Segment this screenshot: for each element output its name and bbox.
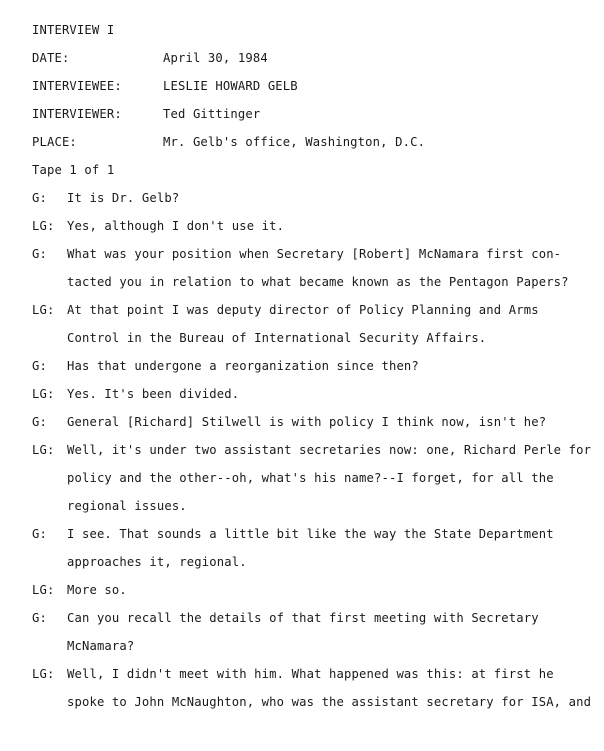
transcript-line: regional issues. [67,499,187,513]
speaker-label: G: [32,247,47,261]
speaker-label: LG: [32,667,55,681]
interviewee-value: LESLIE HOWARD GELB [163,79,298,93]
transcript-line: spoke to John McNaughton, who was the assistant secretary for ISA, and [67,695,592,709]
speaker-label: LG: [32,387,55,401]
transcript-line: Yes. It's been divided. [67,387,240,401]
transcript-line: Has that undergone a reorganization since then? [67,359,419,373]
tape-info: Tape 1 of 1 [32,163,115,177]
date-label: DATE: [32,51,70,65]
transcript-line: Can you recall the details of that first meeting with Secretary [67,611,539,625]
transcript-line: It is Dr. Gelb? [67,191,180,205]
interviewee-label: INTERVIEWEE: [32,79,122,93]
transcript-line: Yes, although I don't use it. [67,219,285,233]
transcript-line: Well, I didn't meet with him. What happened was this: at first he [67,667,554,681]
interviewer-label: INTERVIEWER: [32,107,122,121]
transcript-line: More so. [67,583,127,597]
speaker-label: LG: [32,443,55,457]
transcript-line: Well, it's under two assistant secretaries now: one, Richard Perle for [67,443,592,457]
transcript-line: approaches it, regional. [67,555,247,569]
speaker-label: G: [32,415,47,429]
place-label: PLACE: [32,135,77,149]
speaker-label: LG: [32,219,55,233]
speaker-label: LG: [32,303,55,317]
transcript-line: tacted you in relation to what became known as the Pentagon Papers? [67,275,569,289]
transcript-line: Control in the Bureau of International Security Affairs. [67,331,487,345]
transcript-line: At that point I was deputy director of Policy Planning and Arms [67,303,539,317]
speaker-label: LG: [32,583,55,597]
speaker-label: G: [32,359,47,373]
transcript-line: What was your position when Secretary [Robert] McNamara first con- [67,247,562,261]
speaker-label: G: [32,191,47,205]
interviewer-value: Ted Gittinger [163,107,261,121]
transcript-line: I see. That sounds a little bit like the way the State Department [67,527,554,541]
transcript-line: General [Richard] Stilwell is with policy I think now, isn't he? [67,415,547,429]
transcript-line: McNamara? [67,639,135,653]
interview-title: INTERVIEW I [32,23,115,37]
speaker-label: G: [32,611,47,625]
transcript-line: policy and the other--oh, what's his name?--I forget, for all the [67,471,554,485]
speaker-label: G: [32,527,47,541]
place-value: Mr. Gelb's office, Washington, D.C. [163,135,426,149]
date-value: April 30, 1984 [163,51,268,65]
